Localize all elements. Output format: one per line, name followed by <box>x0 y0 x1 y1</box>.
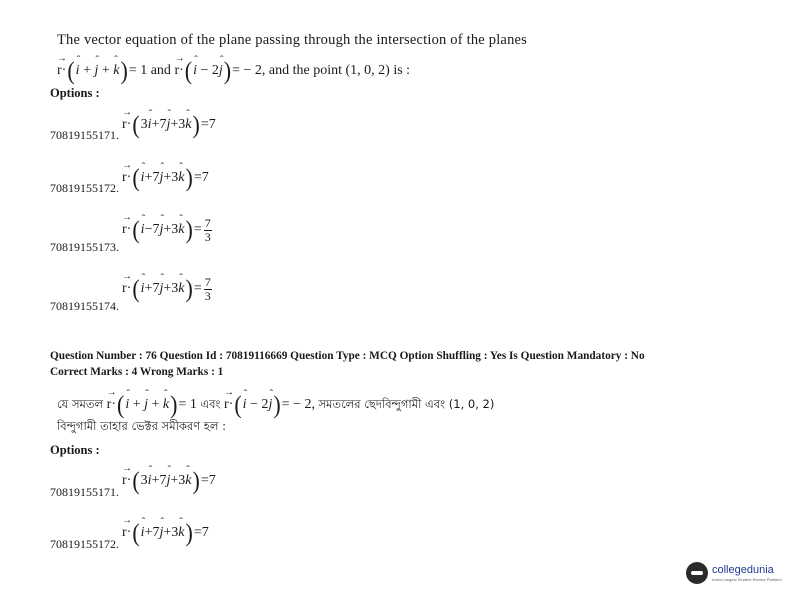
option-2-equation[interactable]: → r · ( ˆ i +7 ˆ j +3 ˆ k ) =7 <box>122 167 209 189</box>
option-1-id: 70819155171. <box>50 128 119 142</box>
fraction: $\frac{7}{3}$ <box>204 216 211 244</box>
question-76-meta-line1: Question Number : 76 Question Id : 70819116669 Question Type : MCQ Option Shuffling : Yes Is Question Mandatory : No <box>50 350 645 362</box>
option-4-rhs: = <box>193 281 202 297</box>
bengali-prefix: যে সমতল <box>57 396 104 411</box>
and-word: and <box>150 63 171 78</box>
question-76-meta-line2: Correct Marks : 4 Wrong Marks : 1 <box>50 366 224 378</box>
option-4-id: 70819155174. <box>50 299 119 313</box>
option-3-id: 70819155173. <box>50 240 119 254</box>
option-3-rhs: = <box>193 222 202 238</box>
vector-r: → r <box>57 63 62 79</box>
question-76-bengali-line1: যে সমতল → r · ( ˆ i + ˆ j + ˆ k ) = 1 এবং → r · ( ˆ i − 2 ˆ j ) = − 2 , সমতলের ছেদবিন্দুগামী এবং (1, 0, 2) <box>57 394 494 416</box>
options-label: Options : <box>50 443 100 457</box>
logo-tagline: India's largest Student Review Platform <box>712 577 782 582</box>
options-label: Options : <box>50 86 100 100</box>
plane2-rhs: = − 2 <box>232 63 262 78</box>
option-1-equation[interactable]: → r · ( 3 ˆ i +7 ˆ j +3 ˆ k ) =7 <box>122 470 216 492</box>
plane1-rhs: = 1 <box>128 63 148 78</box>
option-3-equation[interactable]: → r · ( ˆ i −7 ˆ j +3 ˆ k ) = $\frac{7}{3}$ <box>122 217 212 243</box>
option-1-rhs: =7 <box>200 117 216 132</box>
question-76-bengali-line2: বিন্দুগামী তাহার ভেক্টর সমীকরণ হল : <box>57 419 226 433</box>
bengali-mid: সমতলের ছেদবিন্দুগামী এবং (1, 0, 2) <box>318 396 495 411</box>
option-1-equation[interactable]: → r · ( 3 ˆ i +7 ˆ j +3 ˆ k ) =7 <box>122 114 216 136</box>
question-75-text-line1: The vector equation of the plane passing through the intersection of the planes <box>57 32 527 48</box>
option-4-equation[interactable]: → r · ( ˆ i +7 ˆ j +3 ˆ k ) = $\frac{7}{3}$ <box>122 276 212 302</box>
question-75-text-line2: → r · ( ˆ i + ˆ j + ˆ k ) = 1 and → r · ( ˆ i − 2 ˆ j ) = − 2 , and the point (1, 0, 2) is : <box>57 60 410 82</box>
logo-name: collegedunia <box>712 564 774 576</box>
option-2-rhs: =7 <box>193 170 209 185</box>
option-2-id: 70819155172. <box>50 537 119 551</box>
graduate-avatar-icon <box>686 562 708 584</box>
vector-r: → r <box>174 63 179 79</box>
bengali-and: এবং <box>200 396 221 411</box>
question-75-tail: , and the point (1, 0, 2) is : <box>261 63 411 78</box>
fraction: $\frac{7}{3}$ <box>204 275 211 303</box>
option-1-id: 70819155171. <box>50 485 119 499</box>
collegedunia-logo[interactable] <box>686 562 782 584</box>
option-2-id: 70819155172. <box>50 181 119 195</box>
option-2-equation[interactable]: → r · ( ˆ i +7 ˆ j +3 ˆ k ) =7 <box>122 522 209 544</box>
